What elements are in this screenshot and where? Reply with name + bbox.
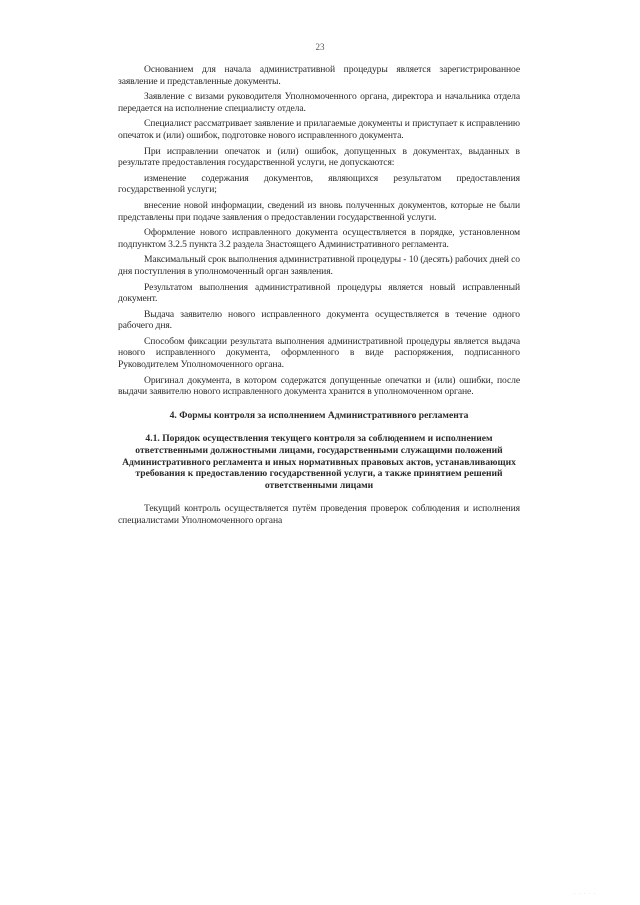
paragraph: При исправлении опечаток и (или) ошибок, допущенных в документах, выданных в результате предоставления государственной услуги, не допускаются: [118,145,520,169]
document-body [118,64,520,531]
paragraph: Основанием для начала административной процедуры является зарегистрированное заявление и представленные документы. [118,64,520,87]
page-number: 23 [315,42,325,52]
paragraph: Оформление нового исправленного документа осуществляется в порядке, установленном подпунктом 3.2.5 пункта 3.2 раздела 3настоящего Административного регламента. [118,227,520,250]
subsection-heading: 4.1. Порядок осуществления текущего контроля за соблюдением и исполнением ответственными должностными лицами, государственными служащими положений Административного регламента и иных нормативных правовых актов, устанавливающих требования к предоставлению государственной услуги, а также принятием решений ответственными лицами [122,433,516,491]
paragraph: Оригинал документа, в котором содержатся допущенные опечатки и (или) ошибки, после выдачи заявителю нового исправленного документа хранится в уполномоченном органе. [118,374,520,398]
scan-artifact: · · · · · [573,892,596,897]
paragraph: Способом фиксации результата выполнения административной процедуры является выдача нового исправленного документа, оформленного в виде распоряжения, подписанного Руководителем Уполномоченного органа. [118,335,520,371]
paragraph: Заявление с визами руководителя Уполномоченного органа, директора и начальника отдела передается на исполнение специалисту отдела. [118,91,520,114]
section-heading: 4. Формы контроля за исполнением Административного регламента [169,409,469,421]
paragraph: Специалист рассматривает заявление и прилагаемые документы и приступает к исправлению опечаток и (или) ошибок, подготовке нового исправленного документа. [118,118,520,141]
paragraph: Текущий контроль осуществляется путём проведения проверок соблюдения и исполнения специалистами Уполномоченного органа [118,503,520,526]
paragraph: изменение содержания документов, являющихся результатом предоставления государственной услуги; [118,172,520,196]
paragraph: Выдача заявителю нового исправленного документа осуществляется в течение одного рабочего дня. [118,308,520,332]
paragraph: Максимальный срок выполнения административной процедуры - 10 (десять) рабочих дней со дня поступления в уполномоченный орган заявления. [118,254,520,277]
paragraph: Результатом выполнения административной процедуры является новый исправленный документ. [118,281,520,305]
paragraph: внесение новой информации, сведений из вновь полученных документов, которые не были представлены при подаче заявления о предоставлении государственной услуги. [118,199,520,223]
